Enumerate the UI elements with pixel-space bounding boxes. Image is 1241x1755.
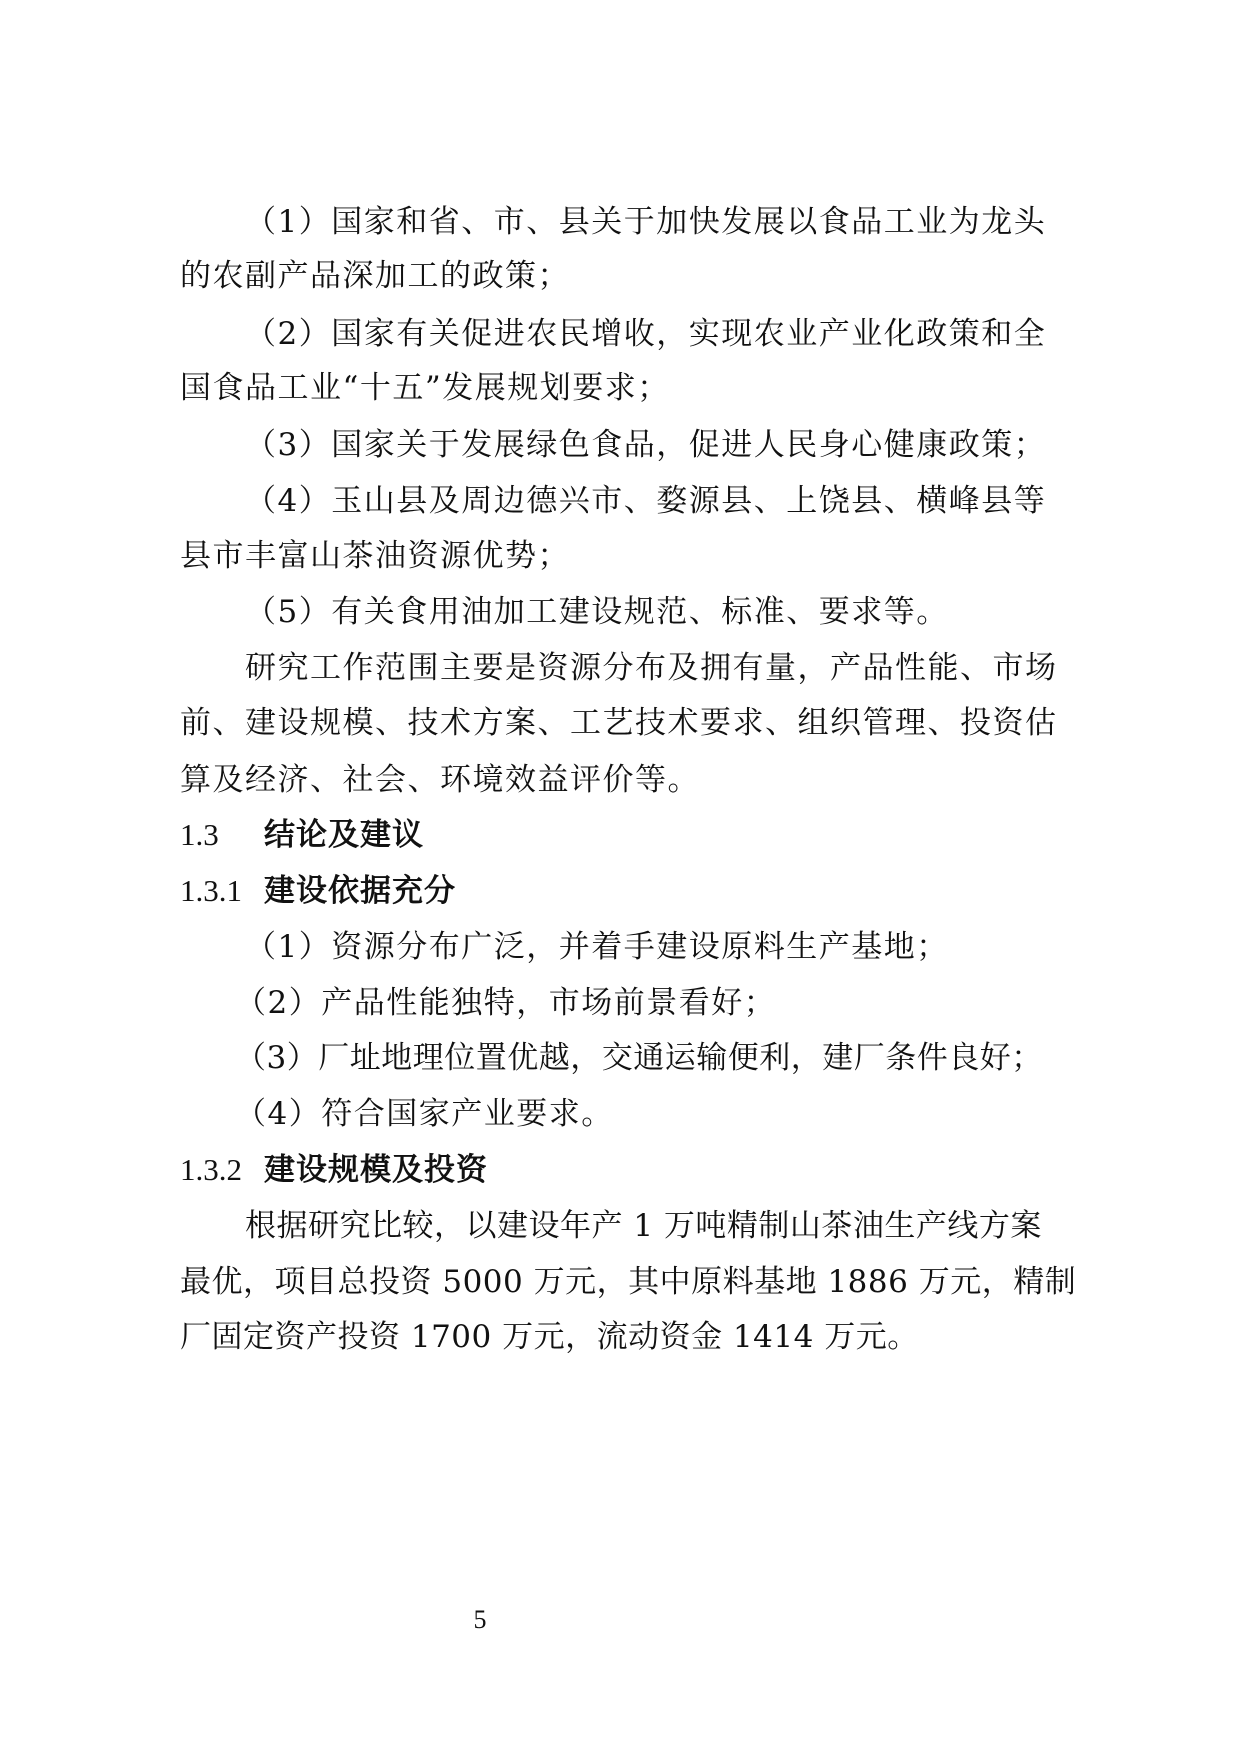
section-title: 结论及建议 <box>264 817 424 853</box>
page-number: 5 <box>473 1605 487 1634</box>
section-title: 建设规模及投资 <box>264 1152 488 1188</box>
basis-item-3: （3）国家关于发展绿色食品，促进人民身心健康政策； <box>245 427 1047 463</box>
basis-item-1-continued: 的农副产品深加工的政策； <box>180 258 570 294</box>
conclusion-item-1: （1）资源分布广泛，并着手建设原料生产基地； <box>245 929 949 965</box>
section-heading-1-3-1 <box>180 871 456 911</box>
investment-paragraph-line-1: 根据研究比较，以建设年产 1 万吨精制山茶油生产线方案 <box>245 1208 1042 1244</box>
basis-item-1: （1）国家和省、市、县关于加快发展以食品工业为龙头 <box>245 204 1047 240</box>
section-heading-1-3-2 <box>180 1150 488 1190</box>
basis-item-2: （2）国家有关促进农民增收，实现农业产业化政策和全 <box>245 316 1047 352</box>
scope-paragraph-line-2: 前、建设规模、技术方案、工艺技术要求、组织管理、投资估 <box>180 705 1058 741</box>
scope-paragraph-line-1: 研究工作范围主要是资源分布及拥有量，产品性能、市场 <box>245 650 1058 686</box>
section-title: 建设依据充分 <box>264 873 456 909</box>
section-number: 1.3 <box>180 817 219 852</box>
conclusion-item-3: （3）厂址地理位置优越，交通运输便利，建厂条件良好； <box>235 1040 1043 1076</box>
scope-paragraph-line-3: 算及经济、社会、环境效益评价等。 <box>180 762 700 798</box>
section-number: 1.3.2 <box>180 1152 242 1187</box>
section-number: 1.3.1 <box>180 873 242 908</box>
basis-item-5: （5）有关食用油加工建设规范、标准、要求等。 <box>245 594 949 630</box>
basis-item-4-continued: 县市丰富山茶油资源优势； <box>180 538 570 574</box>
basis-item-2-continued: 国食品工业“十五”发展规划要求； <box>180 370 670 406</box>
section-heading-1-3 <box>180 815 424 855</box>
conclusion-item-4: （4）符合国家产业要求。 <box>235 1096 614 1132</box>
investment-paragraph-line-3: 厂固定资产投资 1700 万元，流动资金 1414 万元。 <box>180 1319 919 1355</box>
conclusion-item-2: （2）产品性能独特，市场前景看好； <box>235 985 777 1021</box>
basis-item-4: （4）玉山县及周边德兴市、婺源县、上饶县、横峰县等 <box>245 483 1047 519</box>
investment-paragraph-line-2: 最优，项目总投资 5000 万元，其中原料基地 1886 万元，精制 <box>180 1264 1077 1300</box>
